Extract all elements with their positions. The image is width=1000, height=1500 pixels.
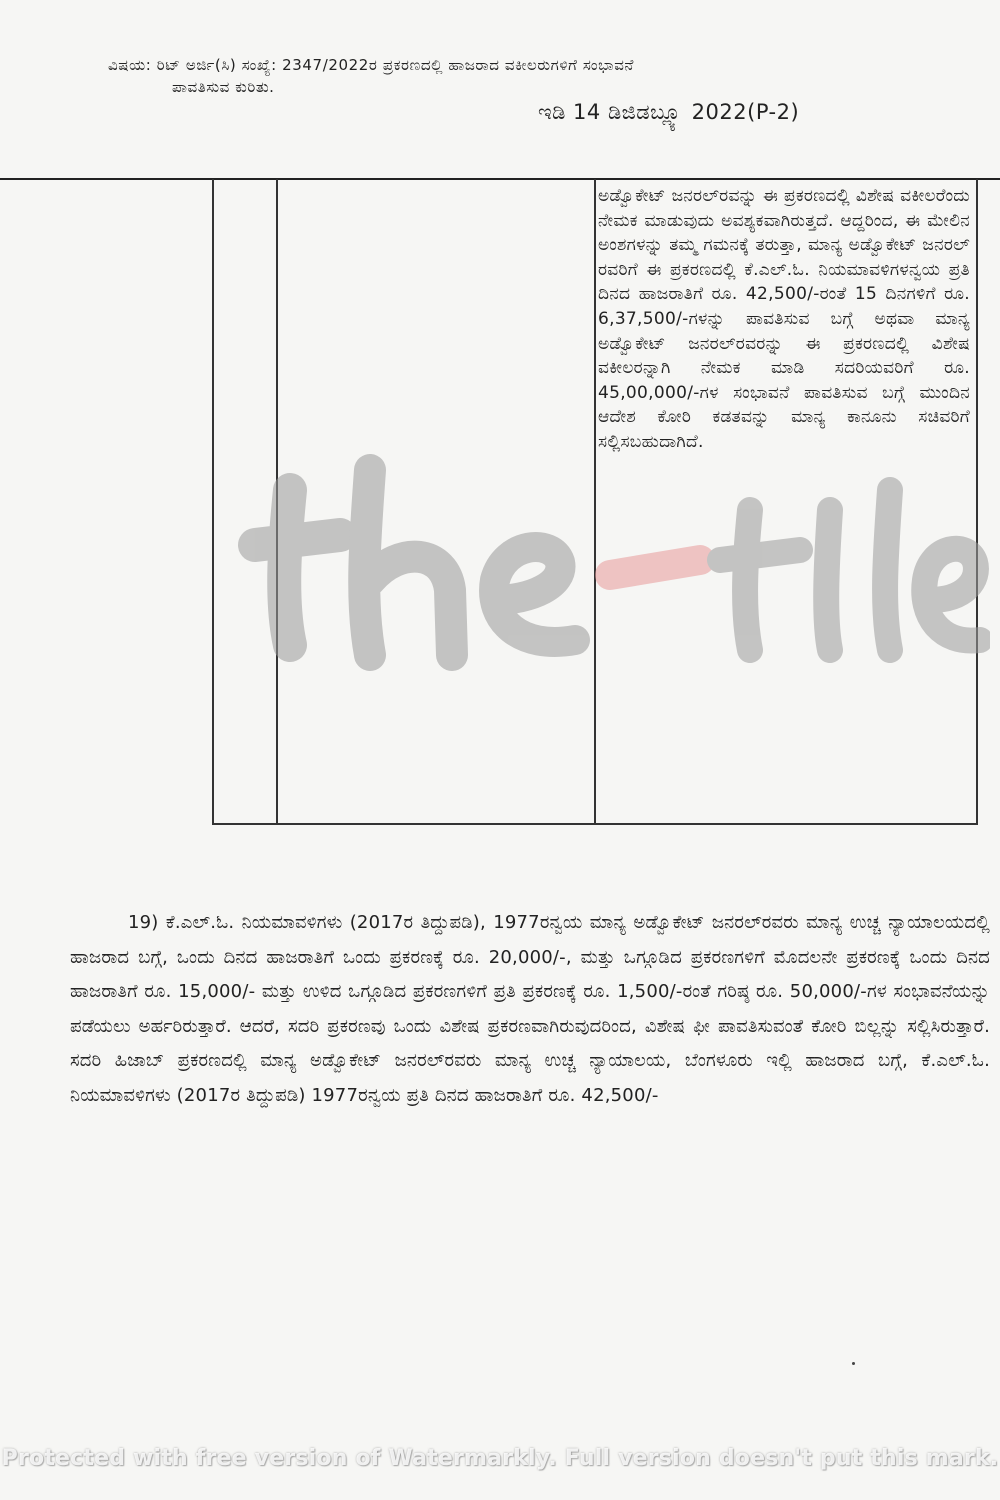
file-reference-number: ಇಡಿ 14 ಡಿಜಿಡಬ್ಲ್ಯೂ 2022(P-2): [538, 100, 800, 124]
watermarkly-footer-notice: Protected with free version of Watermarkly. Full version doesn't put this mark.: [1, 1446, 999, 1471]
ink-dot: [852, 1362, 855, 1365]
table-remarks-cell: ಅಡ್ವೊಕೇಟ್ ಜನರಲ್‌ರವನ್ನು ಈ ಪ್ರಕರಣದಲ್ಲಿ ವಿಶೇಷ ವಕೀಲರೆಂದು ನೇಮಕ ಮಾಡುವುದು ಅವಶ್ಯಕವಾಗಿರುತ್ತದೆ. ಆದ್ದರಿಂದ, ಈ ಮೇಲಿನ ಅಂಶಗಳನ್ನು ತಮ್ಮ ಗಮನಕ್ಕೆ ತರುತ್ತಾ, ಮಾನ್ಯ ಅಡ್ವೊಕೇಟ್ ಜನರಲ್ ರವರಿಗೆ ಈ ಪ್ರಕರಣದಲ್ಲಿ ಕೆ.ಎಲ್.ಓ. ನಿಯಮಾವಳಿಗಳನ್ವಯ ಪ್ರತಿ ದಿನದ ಹಾಜರಾತಿಗೆ ರೂ. 42,500/-ರಂತೆ 15 ದಿನಗಳಿಗೆ ರೂ. 6,37,500/-ಗಳನ್ನು ಪಾವತಿಸುವ ಬಗ್ಗೆ ಅಥವಾ ಮಾನ್ಯ ಅಡ್ವೊಕೇಟ್ ಜನರಲ್‌ರವರನ್ನು ಈ ಪ್ರಕರಣದಲ್ಲಿ ವಿಶೇಷ ವಕೀಲರನ್ನಾಗಿ ನೇಮಕ ಮಾಡಿ ಸದರಿಯವರಿಗೆ ರೂ. 45,00,000/-ಗಳ ಸಂಭಾವನೆ ಪಾವತಿಸುವ ಬಗ್ಗೆ ಮುಂದಿನ ಆದೇಶ ಕೋರಿ ಕಡತವನ್ನು ಮಾನ್ಯ ಕಾನೂನು ಸಚಿವರಿಗೆ ಸಲ್ಲಿಸಬಹುದಾಗಿದೆ.: [598, 186, 970, 452]
subject-line-1: ವಿಷಯ: ರಿಟ್ ಅರ್ಜಿ(ಸಿ) ಸಂಖ್ಯೆ: 2347/2022ರ ಪ್ರಕರಣದಲ್ಲಿ ಹಾಜರಾದ ವಕೀಲರುಗಳಿಗೆ ಸಂಭಾವನೆ: [108, 56, 634, 74]
subject-heading: [108, 54, 908, 98]
the-file-watermark-logo: [230, 450, 990, 680]
paragraph-19: 19) ಕೆ.ಎಲ್.ಓ. ನಿಯಮಾವಳಿಗಳು (2017ರ ತಿದ್ದುಪಡಿ), 1977ರನ್ವಯ ಮಾನ್ಯ ಅಡ್ವೊಕೇಟ್ ಜನರಲ್‌ರವರು ಮಾನ್ಯ ಉಚ್ಚ ನ್ಯಾಯಾಲಯದಲ್ಲಿ ಹಾಜರಾದ ಬಗ್ಗೆ, ಒಂದು ದಿನದ ಹಾಜರಾತಿಗೆ ಒಂದು ಪ್ರಕರಣಕ್ಕೆ ರೂ. 20,000/-, ಮತ್ತು ಒಗ್ಗೂಡಿದ ಪ್ರಕರಣಗಳಿಗೆ ಮೊದಲನೇ ಪ್ರಕರಣಕ್ಕೆ ಒಂದು ದಿನದ ಹಾಜರಾತಿಗೆ ರೂ. 15,000/- ಮತ್ತು ಉಳಿದ ಒಗ್ಗೂಡಿದ ಪ್ರಕರಣಗಳಿಗೆ ಪ್ರತಿ ಪ್ರಕರಣಕ್ಕೆ ರೂ. 1,500/-ರಂತೆ ಗರಿಷ್ಠ ರೂ. 50,000/-ಗಳ ಸಂಭಾವನೆಯನ್ನು ಪಡೆಯಲು ಅರ್ಹರಿರುತ್ತಾರೆ. ಆದರೆ, ಸದರಿ ಪ್ರಕರಣವು ಒಂದು ವಿಶೇಷ ಪ್ರಕರಣವಾಗಿರುವುದರಿಂದ, ವಿಶೇಷ ಫೀ ಪಾವತಿಸುವಂತೆ ಕೋರಿ ಬಿಲ್ಲನ್ನು ಸಲ್ಲಿಸಿರುತ್ತಾರೆ. ಸದರಿ ಹಿಜಾಬ್ ಪ್ರಕರಣದಲ್ಲಿ ಮಾನ್ಯ ಅಡ್ವೊಕೇಟ್ ಜನರಲ್‌ರವರು ಮಾನ್ಯ ಉಚ್ಚ ನ್ಯಾಯಾಲಯ, ಬೆಂಗಳೂರು ಇಲ್ಲಿ ಹಾಜರಾದ ಬಗ್ಗೆ, ಕೆ.ಎಲ್.ಓ. ನಿಯಮಾವಳಿಗಳು (2017ರ ತಿದ್ದುಪಡಿ) 1977ರನ್ವಯ ಪ್ರತಿ ದಿನದ ಹಾಜರಾತಿಗೆ ರೂ. 42,500/-: [70, 912, 990, 1106]
subject-line-2: ಪಾವತಿಸುವ ಕುರಿತು.: [172, 78, 275, 96]
